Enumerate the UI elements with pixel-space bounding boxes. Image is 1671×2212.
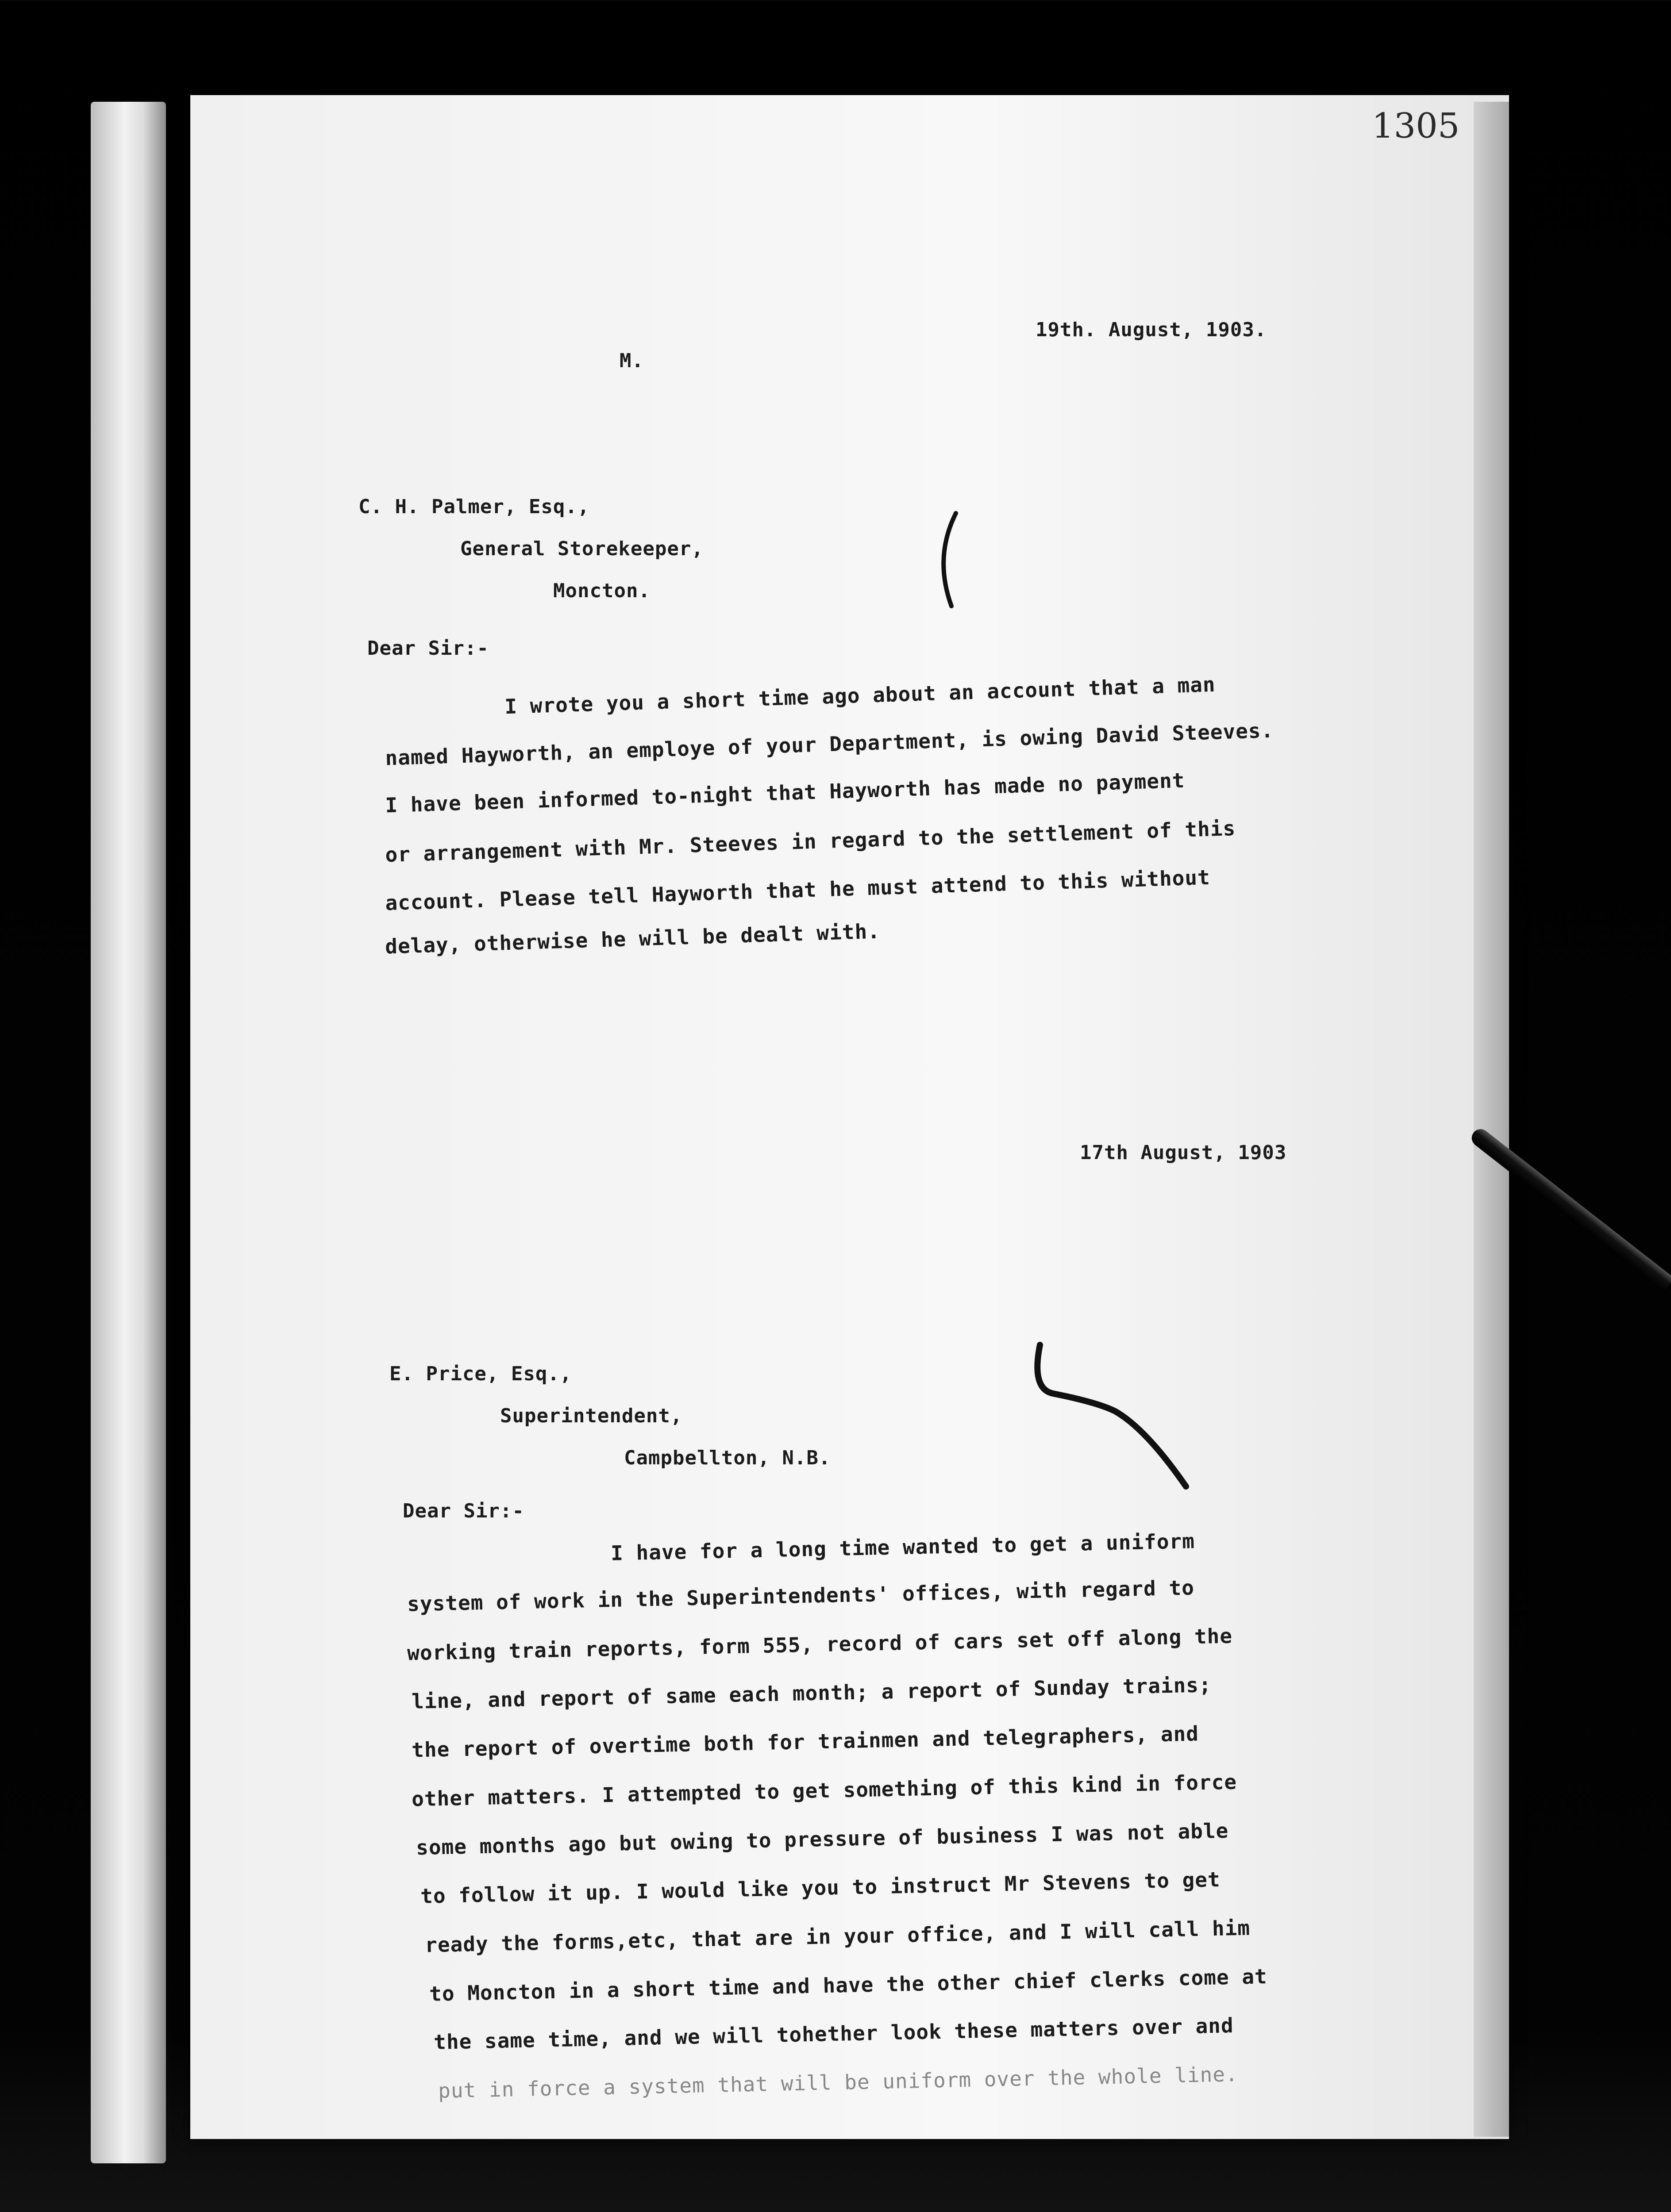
- letter2-body-line: to follow it up. I would like you to instruct Mr Stevens to get: [420, 1867, 1221, 1908]
- letter1-marker: M.: [620, 349, 644, 372]
- letter1-salutation: Dear Sir:-: [367, 637, 489, 660]
- pen-mark-parenthesis: [925, 509, 978, 615]
- letter2-addressee-name: E. Price, Esq.,: [389, 1363, 572, 1385]
- letter1-body-line: I wrote you a short time ago about an account that a man: [504, 672, 1216, 719]
- letter2-body-line: working train reports, form 555, record of cars set off along the: [407, 1624, 1233, 1665]
- letter2-body-line: other matters. I attempted to get something of this kind in force: [411, 1770, 1237, 1811]
- letter1-body-line: or arrangement with Mr. Steeves in regard to the settlement of this: [385, 816, 1236, 867]
- letter2-body-line: put in force a system that will be uniform over the whole line.: [438, 2062, 1239, 2103]
- letter2-body-line: the same time, and we will tohether look these matters over and: [433, 2013, 1234, 2054]
- letter1-body-line: named Hayworth, an employe of your Department, is owing David Steeves.: [385, 718, 1274, 770]
- letter2-salutation: Dear Sir:-: [403, 1500, 524, 1522]
- letter2-body-line: I have for a long time wanted to get a uniform: [610, 1529, 1195, 1565]
- book-binding: [91, 102, 166, 2163]
- letter1-date: 19th. August, 1903.: [1036, 319, 1267, 341]
- letter1-addressee-title: General Storekeeper,: [460, 538, 704, 560]
- page-edge: [1474, 102, 1509, 2137]
- letter1-addressee-place: Moncton.: [553, 580, 651, 602]
- letter2-body-line: to Moncton in a short time and have the other chief clerks come at: [429, 1964, 1268, 2006]
- letter2-body-line: system of work in the Superintendents' offices, with regard to: [407, 1575, 1195, 1616]
- letter2-date: 17th August, 1903: [1080, 1141, 1287, 1164]
- letter2-body-line: some months ago but owing to pressure of business I was not able: [416, 1818, 1229, 1860]
- letter1-addressee-name: C. H. Palmer, Esq.,: [358, 495, 590, 518]
- letter1-body-line: I have been informed to-night that Hayworth has made no payment: [385, 768, 1186, 818]
- page-number: 1305: [1372, 106, 1460, 146]
- letter1-body-line: account. Please tell Hayworth that he must attend to this without: [385, 865, 1211, 915]
- letter2-body-line: the report of overtime both for trainmen and telegraphers, and: [411, 1721, 1199, 1762]
- letter1-body-line: delay, otherwise he will be dealt with.: [385, 919, 881, 959]
- pen-mark-check: [1027, 1336, 1204, 1504]
- letter2-body-line: line, and report of same each month; a report of Sunday trains;: [411, 1673, 1212, 1713]
- letter2-body-line: ready the forms,etc, that are in your office, and I will call him: [424, 1916, 1251, 1957]
- letter2-addressee-title: Superintendent,: [500, 1405, 683, 1427]
- letter2-addressee-place: Campbellton, N.B.: [624, 1447, 831, 1469]
